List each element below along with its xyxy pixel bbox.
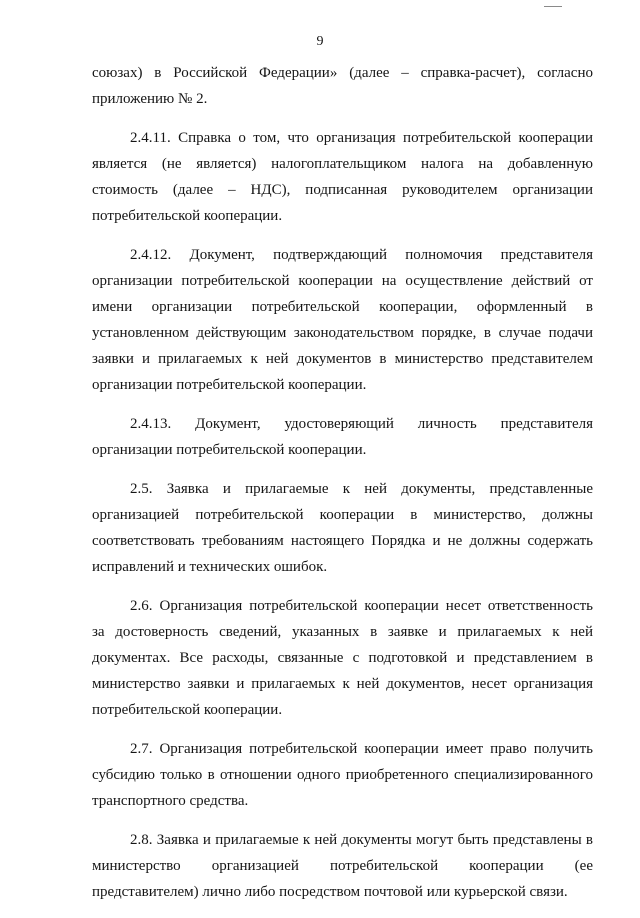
scan-speck bbox=[544, 6, 562, 7]
paragraph-2-5: 2.5. Заявка и прилагаемые к ней документы, представленные организацией потребительской кооперации в министерство, должны соответствовать требованиям настоящего Порядка и не должны содержать исправлений и технических ошибок. bbox=[92, 481, 593, 575]
paragraph-2-8: 2.8. Заявка и прилагаемые к ней документы могут быть представлены в министерство организацией потребительской кооперации (ее представителем) лично либо посредством почтовой или курьерской связи. bbox=[92, 832, 593, 900]
paragraph-2-4-13: 2.4.13. Документ, удостоверяющий личность представителя организации потребительской кооперации. bbox=[92, 416, 593, 458]
paragraph-continuation: союзах) в Российской Федерации» (далее – справка-расчет), согласно приложению № 2. bbox=[92, 65, 593, 107]
paragraph-2-4-12: 2.4.12. Документ, подтверждающий полномочия представителя организации потребительской кооперации на осуществление действий от имени организации потребительской кооперации, оформленный в установленном действующим законодательством порядке, в случае подачи заявки и прилагаемых к ней документов в министерство представителем организации потребительской кооперации. bbox=[92, 247, 593, 393]
paragraph-2-7: 2.7. Организация потребительской кооперации имеет право получить субсидию только в отношении одного приобретенного специализированного транспортного средства. bbox=[92, 741, 593, 809]
paragraph-2-6: 2.6. Организация потребительской кооперации несет ответственность за достоверность сведений, указанных в заявке и прилагаемых к ней документах. Все расходы, связанные с подготовкой и представлением в министерство заявки и прилагаемых к ней документов, несет организация потребительской кооперации. bbox=[92, 598, 593, 718]
page-number: 9 bbox=[316, 34, 324, 49]
document-body bbox=[92, 60, 593, 918]
paragraph-2-4-11: 2.4.11. Справка о том, что организация потребительской кооперации является (не является) налогоплательщиком налога на добавленную стоимость (далее – НДС), подписанная руководителем организации потребительской кооперации. bbox=[92, 130, 593, 224]
